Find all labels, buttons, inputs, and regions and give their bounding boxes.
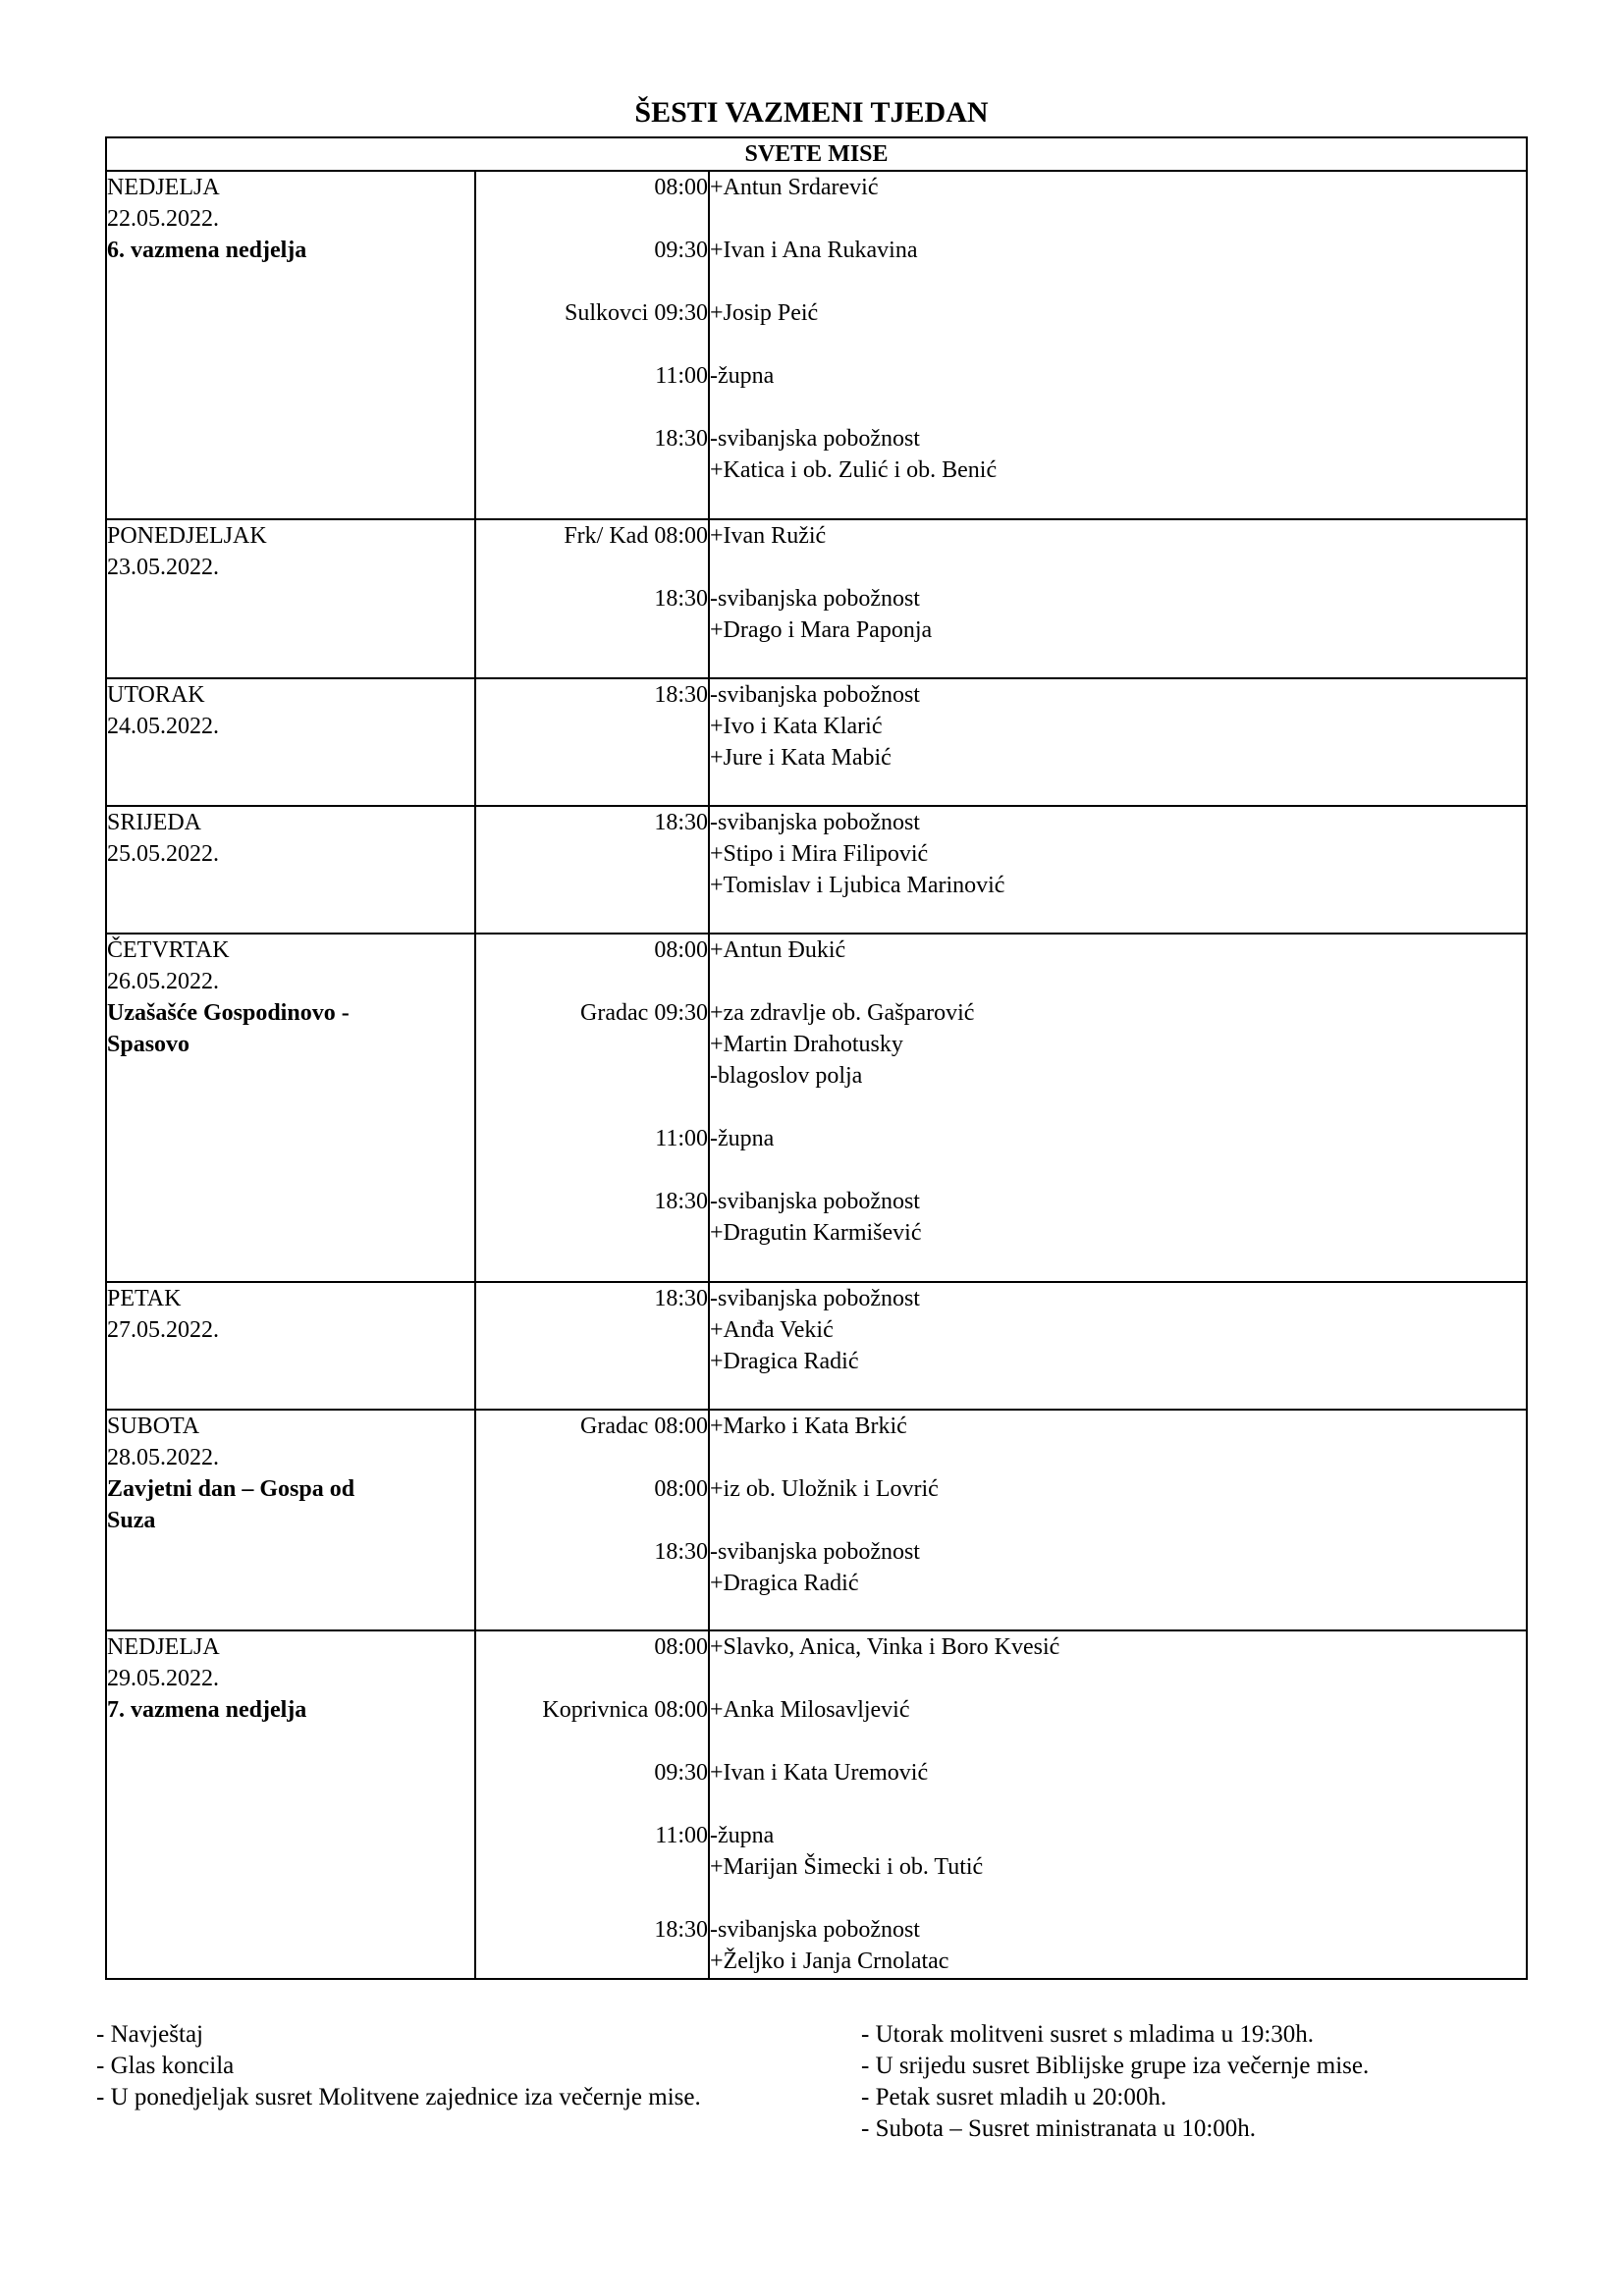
intention-line: -svibanjska pobožnost (710, 586, 920, 612)
intention-line: +Marijan Šimecki i ob. Tutić (710, 1854, 984, 1880)
footer-left-notes (96, 2019, 725, 2113)
intentions-cell (709, 1630, 1527, 1979)
mass-time-block (476, 520, 708, 583)
mass-time: Gradac 08:00 (580, 1414, 708, 1439)
day-row (106, 1410, 1527, 1630)
intention-block (710, 934, 1526, 997)
intention-line: +Katica i ob. Zulić i ob. Benić (710, 457, 998, 483)
day-name: PETAK (107, 1286, 182, 1311)
intention-block (710, 297, 1526, 360)
intention-block (710, 1694, 1526, 1757)
mass-time: 08:00 (654, 175, 708, 200)
mass-time: 18:30 (654, 426, 708, 452)
intention-block (710, 520, 1526, 583)
table-header-row (106, 137, 1527, 171)
mass-time-block (476, 934, 708, 997)
mass-time-block (476, 360, 708, 423)
mass-time: 08:00 (654, 1634, 708, 1660)
mass-time: 11:00 (655, 1126, 708, 1151)
intention-line: +Ivan i Ana Rukavina (710, 238, 918, 263)
mass-time: 11:00 (655, 1823, 708, 1848)
day-feast: Zavjetni dan – Gospa od Suza (107, 1476, 355, 1533)
mass-time-block (476, 1820, 708, 1914)
times-cell (475, 171, 709, 519)
day-date: 22.05.2022. (107, 206, 219, 232)
intention-block (710, 1536, 1526, 1599)
intention-line: +Antun Đukić (710, 937, 846, 963)
intention-block (710, 1186, 1526, 1249)
footer-note: - Petak susret mladih u 20:00h. (861, 2084, 1167, 2110)
footer-note: - Navještaj (96, 2021, 203, 2048)
footer-note: - U ponedjeljak susret Molitvene zajednice iza večernje mise. (96, 2084, 701, 2110)
day-row (106, 1630, 1527, 1979)
intentions-cell (709, 806, 1527, 934)
intention-line: +Ivo i Kata Klarić (710, 714, 883, 739)
mass-time-block (476, 807, 708, 901)
day-name: NEDJELJA (107, 175, 220, 200)
mass-time-block (476, 1473, 708, 1536)
day-cell (106, 171, 475, 519)
day-cell (106, 1630, 475, 1979)
intention-block (710, 1757, 1526, 1820)
intention-block (710, 1123, 1526, 1186)
intention-block (710, 360, 1526, 423)
intention-line: +Anka Milosavljević (710, 1697, 910, 1723)
mass-time-block (476, 1757, 708, 1820)
intention-block (710, 423, 1526, 486)
intention-block (710, 807, 1526, 901)
footer-note: - U srijedu susret Biblijske grupe iza večernje mise. (861, 2053, 1370, 2079)
mass-time: Gradac 09:30 (580, 1000, 708, 1026)
intention-line: +Ivan i Kata Uremović (710, 1760, 929, 1786)
intention-line: -svibanjska pobožnost (710, 1286, 920, 1311)
intentions-cell (709, 171, 1527, 519)
mass-time-block (476, 1411, 708, 1473)
page-title: ŠESTI VAZMENI TJEDAN (634, 96, 989, 129)
day-row (106, 519, 1527, 678)
intention-line: +Slavko, Anica, Vinka i Boro Kvesić (710, 1634, 1060, 1660)
times-cell (475, 1282, 709, 1410)
intention-line: +za zdravlje ob. Gašparović (710, 1000, 975, 1026)
mass-schedule-table (105, 136, 1528, 1980)
times-cell (475, 1410, 709, 1630)
day-date: 24.05.2022. (107, 714, 219, 739)
intention-block (710, 235, 1526, 297)
mass-time-block (476, 1186, 708, 1249)
mass-time: 18:30 (654, 1189, 708, 1214)
day-row (106, 678, 1527, 806)
intention-line: +Stipo i Mira Filipović (710, 841, 929, 867)
mass-time: 11:00 (655, 363, 708, 389)
mass-time-block (476, 235, 708, 297)
intention-line: +Dragica Radić (710, 1571, 859, 1596)
intentions-cell (709, 1282, 1527, 1410)
day-feast: Uzašašće Gospodinovo - Spasovo (107, 1000, 350, 1057)
intention-line: +Martin Drahotusky (710, 1032, 903, 1057)
day-name: ČETVRTAK (107, 937, 230, 963)
intention-line: +Anđa Vekić (710, 1317, 834, 1343)
day-cell (106, 1410, 475, 1630)
intentions-cell (709, 678, 1527, 806)
intention-line: -župna (710, 1126, 775, 1151)
mass-time-block (476, 1914, 708, 1977)
times-cell (475, 1630, 709, 1979)
day-date: 29.05.2022. (107, 1666, 219, 1691)
mass-time: 18:30 (654, 1539, 708, 1565)
times-cell (475, 519, 709, 678)
intention-block (710, 1631, 1526, 1694)
mass-time-block (476, 1694, 708, 1757)
intention-line: -svibanjska pobožnost (710, 1539, 920, 1565)
intentions-cell (709, 519, 1527, 678)
day-date: 26.05.2022. (107, 969, 219, 994)
intention-block (710, 997, 1526, 1123)
mass-time: Frk/ Kad 08:00 (564, 523, 708, 549)
mass-time-block (476, 1631, 708, 1694)
intention-line: -svibanjska pobožnost (710, 682, 920, 708)
intention-line: -svibanjska pobožnost (710, 810, 920, 835)
mass-time-block (476, 997, 708, 1123)
day-cell (106, 519, 475, 678)
day-feast: 6. vazmena nedjelja (107, 238, 307, 263)
intention-line: +Dragica Radić (710, 1349, 859, 1374)
day-name: UTORAK (107, 682, 205, 708)
intention-line: +Ivan Ružić (710, 523, 827, 549)
intention-line: +Dragutin Karmišević (710, 1220, 922, 1246)
mass-time-block (476, 1536, 708, 1599)
mass-time: 18:30 (654, 1286, 708, 1311)
intention-line: +Marko i Kata Brkić (710, 1414, 907, 1439)
footer-note: - Glas koncila (96, 2053, 235, 2079)
mass-time: 09:30 (654, 238, 708, 263)
times-cell (475, 806, 709, 934)
day-row (106, 1282, 1527, 1410)
day-row (106, 806, 1527, 934)
day-name: PONEDJELJAK (107, 523, 267, 549)
intentions-cell (709, 934, 1527, 1282)
footer-note: - Subota – Susret ministranata u 10:00h. (861, 2115, 1257, 2142)
intention-line: +Željko i Janja Crnolatac (710, 1949, 949, 1974)
mass-time-block (476, 583, 708, 646)
day-date: 23.05.2022. (107, 555, 219, 580)
mass-time: 18:30 (654, 586, 708, 612)
intention-block (710, 583, 1526, 646)
day-name: SRIJEDA (107, 810, 202, 835)
table-header: SVETE MISE (106, 137, 1527, 171)
times-cell (475, 678, 709, 806)
day-feast: 7. vazmena nedjelja (107, 1697, 307, 1723)
day-name: SUBOTA (107, 1414, 200, 1439)
day-cell (106, 806, 475, 934)
mass-time-block (476, 297, 708, 360)
intention-block (710, 679, 1526, 774)
day-date: 25.05.2022. (107, 841, 219, 867)
intention-block (710, 1820, 1526, 1914)
mass-time-block (476, 1123, 708, 1186)
times-cell (475, 934, 709, 1282)
mass-time-block (476, 679, 708, 774)
mass-time: 18:30 (654, 810, 708, 835)
mass-time: 08:00 (654, 1476, 708, 1502)
mass-time-block (476, 1283, 708, 1377)
intention-line: +Drago i Mara Paponja (710, 617, 933, 643)
intention-line: -svibanjska pobožnost (710, 1189, 920, 1214)
mass-time: 08:00 (654, 937, 708, 963)
intention-line: -župna (710, 1823, 775, 1848)
day-cell (106, 934, 475, 1282)
mass-time-block (476, 423, 708, 486)
day-name: NEDJELJA (107, 1634, 220, 1660)
intention-block (710, 1283, 1526, 1377)
footer-right-notes (861, 2019, 1568, 2145)
mass-time-block (476, 172, 708, 235)
intention-line: +Jure i Kata Mabić (710, 745, 892, 771)
intention-line: -svibanjska pobožnost (710, 1917, 920, 1943)
day-row (106, 934, 1527, 1282)
day-date: 27.05.2022. (107, 1317, 219, 1343)
day-row (106, 171, 1527, 519)
intention-line: -blagoslov polja (710, 1063, 863, 1089)
mass-time: Sulkovci 09:30 (564, 300, 708, 326)
mass-time: Koprivnica 08:00 (542, 1697, 708, 1723)
intentions-cell (709, 1410, 1527, 1630)
intention-block (710, 1473, 1526, 1536)
intention-block (710, 1914, 1526, 1977)
day-date: 28.05.2022. (107, 1445, 219, 1470)
intention-line: +Tomislav i Ljubica Marinović (710, 873, 1005, 898)
day-cell (106, 1282, 475, 1410)
mass-time: 18:30 (654, 682, 708, 708)
intention-block (710, 1411, 1526, 1473)
intention-line: -župna (710, 363, 775, 389)
intention-line: -svibanjska pobožnost (710, 426, 920, 452)
intention-line: +Antun Srdarević (710, 175, 879, 200)
intention-line: +iz ob. Uložnik i Lovrić (710, 1476, 939, 1502)
day-cell (106, 678, 475, 806)
intention-line: +Josip Peić (710, 300, 819, 326)
footer-note: - Utorak molitveni susret s mladima u 19:30h. (861, 2021, 1315, 2048)
mass-time: 09:30 (654, 1760, 708, 1786)
intention-block (710, 172, 1526, 235)
mass-time: 18:30 (654, 1917, 708, 1943)
